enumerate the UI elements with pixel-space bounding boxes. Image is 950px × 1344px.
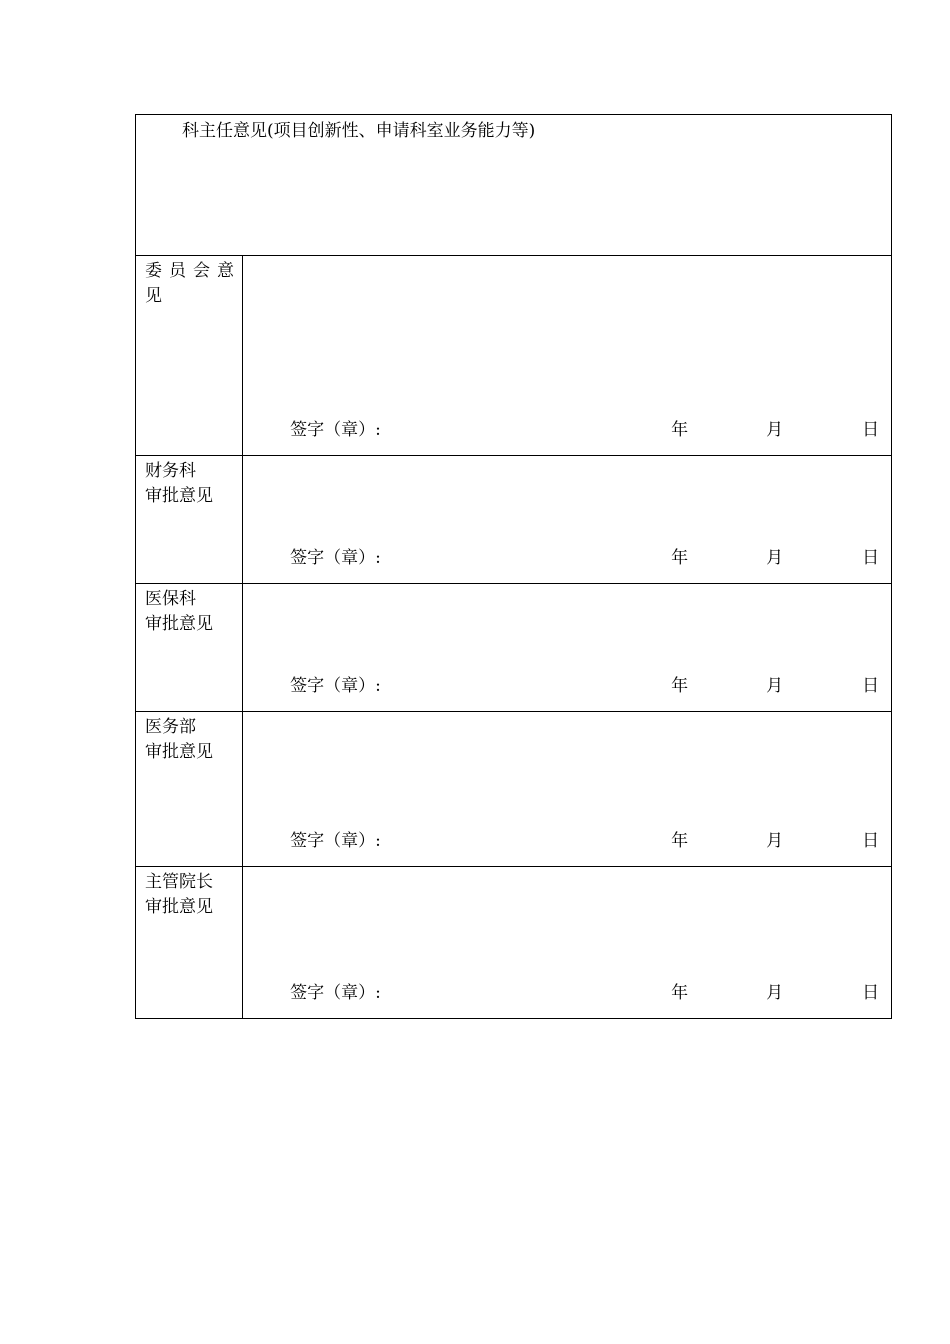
month-label: 月: [766, 548, 784, 568]
committee-opinion-label: 委员会意 见: [136, 256, 243, 456]
signature-line: [243, 829, 891, 854]
year-label: 年: [671, 831, 689, 851]
director-approval-row: [136, 867, 892, 1019]
month-label: 月: [766, 983, 784, 1003]
insurance-approval-label: 医保科 审批意见: [136, 584, 243, 712]
year-label: 年: [671, 676, 689, 696]
medical-affairs-approval-label: 医务部 审批意见: [136, 712, 243, 867]
signature-label: 签字（章）:: [290, 548, 381, 568]
year-label: 年: [671, 983, 689, 1003]
finance-approval-field[interactable]: [243, 456, 892, 584]
finance-approval-row: [136, 456, 892, 584]
finance-approval-label: 财务科 审批意见: [136, 456, 243, 584]
signature-line: [243, 418, 891, 443]
department-head-opinion-field[interactable]: [136, 115, 892, 256]
month-label: 月: [766, 420, 784, 440]
signature-line: [243, 981, 891, 1006]
approval-form-table: [135, 114, 892, 1019]
committee-opinion-row: [136, 256, 892, 456]
medical-affairs-approval-field[interactable]: [243, 712, 892, 867]
day-label: 日: [862, 548, 880, 568]
signature-label: 签字（章）:: [290, 983, 381, 1003]
director-approval-field[interactable]: [243, 867, 892, 1019]
insurance-approval-row: [136, 584, 892, 712]
department-head-opinion-row: [136, 115, 892, 256]
signature-line: [243, 546, 891, 571]
signature-label: 签字（章）:: [290, 676, 381, 696]
signature-line: [243, 674, 891, 699]
insurance-approval-field[interactable]: [243, 584, 892, 712]
committee-opinion-field[interactable]: [243, 256, 892, 456]
day-label: 日: [862, 676, 880, 696]
year-label: 年: [671, 420, 689, 440]
month-label: 月: [766, 676, 784, 696]
day-label: 日: [862, 831, 880, 851]
signature-label: 签字（章）:: [290, 420, 381, 440]
department-head-opinion-label: 科主任意见(项目创新性、申请科室业务能力等): [182, 121, 536, 141]
day-label: 日: [862, 420, 880, 440]
day-label: 日: [862, 983, 880, 1003]
signature-label: 签字（章）:: [290, 831, 381, 851]
director-approval-label: 主管院长 审批意见: [136, 867, 243, 1019]
medical-affairs-approval-row: [136, 712, 892, 867]
month-label: 月: [766, 831, 784, 851]
year-label: 年: [671, 548, 689, 568]
